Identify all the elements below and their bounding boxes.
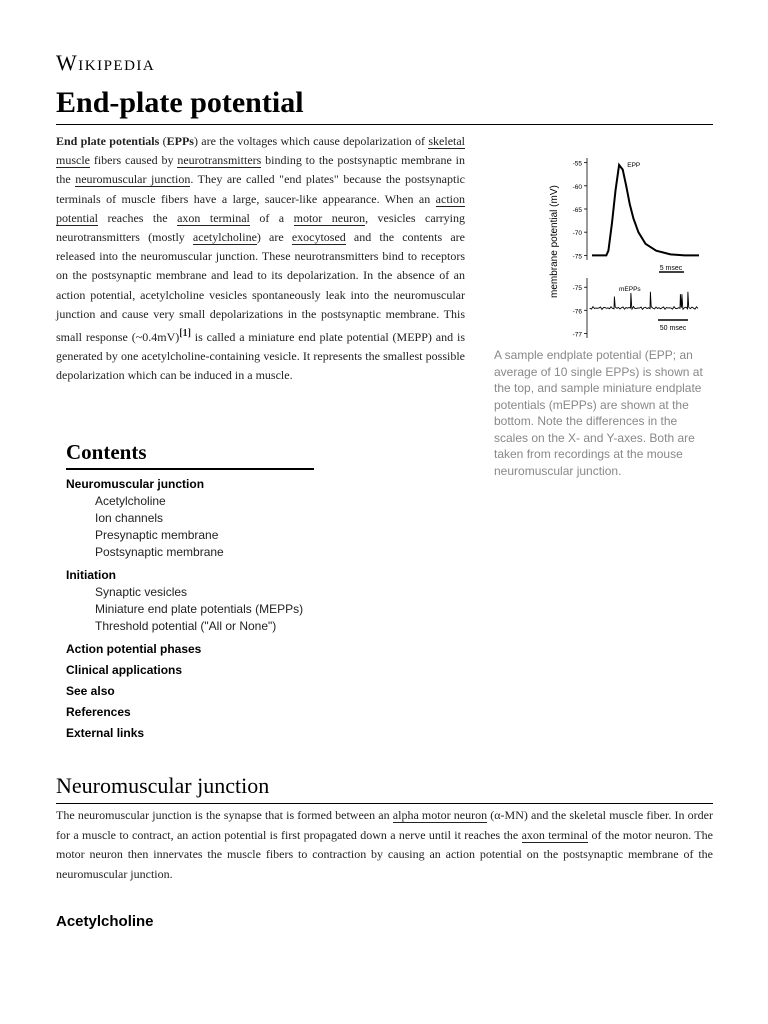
text-run: ) are the voltages which cause depolarization of xyxy=(193,134,429,148)
toc-section[interactable]: Neuromuscular junction xyxy=(66,477,205,491)
text-run: binding to the postsynaptic membrane in the xyxy=(56,153,465,187)
text-run: , vesicles carrying neurotransmitters (mostly xyxy=(56,210,465,245)
toc-subsection[interactable]: Miniature end plate potentials (MEPPs) xyxy=(95,602,304,616)
text-run: and the contents are released into the neuromuscular junction. These neurotransmitters bind to receptors on the postsynaptic membrane and lead to its depolarization. In the absence of an action potential, acetylcholine vesicles spontaneously leak into the neuromuscular junction and cause very small depolarizations in the postsynaptic membrane. This small response (~0.4mV) xyxy=(56,230,465,345)
toc-section[interactable]: Action potential phases xyxy=(66,642,202,656)
toc-subsection[interactable]: Acetylcholine xyxy=(95,494,166,508)
inline-link[interactable]: axon terminal xyxy=(177,210,250,225)
figure-caption: A sample endplate potential (EPP; an average of 10 single EPPs) is shown at the top, and sample miniature endplate potentials (mEPPs) are shown at the bottom. Note the differences in the scales on the X- and Y-axes. Both are taken from recordings at the mouse neuromuscular junction. xyxy=(494,348,703,478)
inline-link[interactable]: acetylcholine xyxy=(192,230,257,245)
inline-link[interactable]: motor neuron xyxy=(293,210,366,225)
page-title: End-plate potential xyxy=(56,86,713,125)
citation-ref[interactable]: [1] xyxy=(179,328,191,340)
table-of-contents xyxy=(66,440,316,742)
epp-y-tick-label: -70 xyxy=(572,230,582,238)
toc-section[interactable]: External links xyxy=(66,726,145,740)
mepp-y-tick-label: -77 xyxy=(572,331,582,339)
text-run: ( xyxy=(159,134,167,148)
mepp-y-tick-label: -76 xyxy=(572,308,582,316)
text-run: ) are xyxy=(256,230,292,245)
section-paragraph xyxy=(56,806,713,884)
text-run: The neuromuscular junction is the synapse that is formed between an xyxy=(56,808,393,822)
epp-y-tick-label: -55 xyxy=(572,160,582,168)
toc-subsection[interactable]: Threshold potential ("All or None") xyxy=(95,619,277,633)
toc-list xyxy=(66,476,316,742)
mepp-y-tick-label: -75 xyxy=(572,285,582,293)
toc-subsection[interactable]: Presynaptic membrane xyxy=(95,528,219,542)
text-run: of the motor neuron. The motor neuron then innervates the muscle fibers to contraction by causing an action potential on the postsynaptic membrane of the neuromuscular junction. xyxy=(56,827,713,881)
inline-link[interactable]: action potential xyxy=(56,191,465,225)
intro-paragraph xyxy=(56,132,465,386)
epp-trace xyxy=(592,165,699,255)
mepp-scale-bar-label: 50 msec xyxy=(659,325,687,332)
inline-link[interactable]: exocytosed xyxy=(291,230,346,245)
bold-term: EPPs xyxy=(166,134,194,148)
toc-section[interactable]: Initiation xyxy=(66,568,116,582)
section-heading-neuromuscular-junction: Neuromuscular junction xyxy=(56,773,713,804)
toc-section[interactable]: Clinical applications xyxy=(66,663,183,677)
wikipedia-logo[interactable]: Wikipedia xyxy=(56,50,156,75)
text-run: is called a miniature end plate potential (MEPP) and is generated by one acetylcholine-containing vesicle. It represents the smallest possible depolarization which can be induced in a muscle. xyxy=(56,330,465,383)
subsection-heading-acetylcholine: Acetylcholine xyxy=(56,913,154,930)
toc-title: Contents xyxy=(66,440,314,470)
inline-link[interactable]: neurotransmitters xyxy=(177,153,262,168)
epp-scale-bar-label: 5 msec xyxy=(659,265,683,272)
bold-term: End plate potentials xyxy=(56,134,160,148)
text-run: of a xyxy=(249,210,294,225)
toc-subsection[interactable]: Ion channels xyxy=(95,511,164,525)
toc-subsection[interactable]: Postsynaptic membrane xyxy=(95,545,224,559)
toc-section[interactable]: See also xyxy=(66,684,115,698)
text-run: fibers caused by xyxy=(90,153,178,168)
inline-link[interactable]: axon terminal xyxy=(521,827,589,842)
y-axis-label: membrane potential (mV) xyxy=(549,185,560,298)
inline-link[interactable]: alpha motor neuron xyxy=(392,808,488,822)
text-run: . They are called "end plates" because the postsynaptic terminals of muscle fibers have a large, saucer-like appearance. When an xyxy=(56,172,465,206)
epp-y-tick-label: -60 xyxy=(572,183,582,191)
text-run: (α-MN) and the skeletal muscle fiber. In order for a muscle to contract, an action potential is first propagated down a nerve until it reaches the xyxy=(56,808,713,842)
inline-link[interactable]: neuromuscular junction xyxy=(75,172,191,187)
inline-link[interactable]: skeletal muscle xyxy=(56,134,466,168)
epp-chart xyxy=(494,148,704,343)
epp-y-tick-label: -75 xyxy=(572,253,582,261)
mepp-label: mEPPs xyxy=(619,286,641,293)
toc-section[interactable]: References xyxy=(66,705,131,719)
epp-label: EPP xyxy=(627,161,641,169)
toc-subsection[interactable]: Synaptic vesicles xyxy=(95,585,188,599)
mepp-trace xyxy=(590,292,698,310)
epp-y-tick-label: -65 xyxy=(572,207,582,214)
text-run: reaches the xyxy=(98,210,178,225)
figure-epp xyxy=(494,148,704,479)
